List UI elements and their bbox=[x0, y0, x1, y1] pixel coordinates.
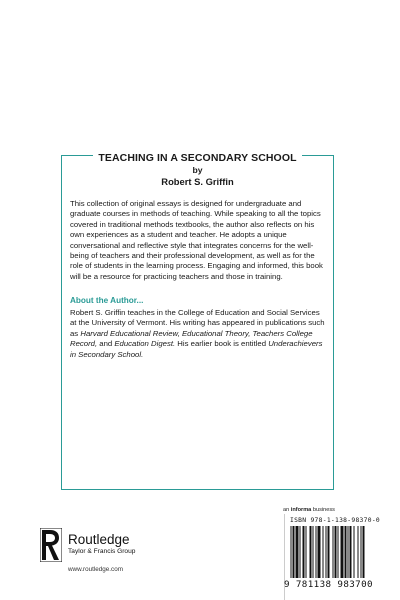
informa-prefix: an bbox=[283, 507, 291, 513]
book-title: TEACHING IN A SECONDARY SCHOOL bbox=[93, 152, 301, 164]
publisher-url: www.routledge.com bbox=[68, 566, 123, 573]
barcode-digits: 9 781138 983700 bbox=[284, 579, 373, 590]
about-text-2: His earlier book is entitled bbox=[175, 339, 269, 349]
routledge-logo-icon bbox=[40, 528, 62, 562]
isbn-text: ISBN 978-1-138-98370-0 bbox=[290, 517, 381, 524]
publication-name: Education Digest. bbox=[114, 339, 176, 349]
about-author-text bbox=[70, 308, 327, 360]
back-cover-panel bbox=[61, 152, 334, 490]
by-label: by bbox=[192, 165, 203, 175]
title-wrap bbox=[62, 148, 333, 166]
about-text-1: Robert S. Griffin teaches in the College of Education and Social Services at the University of Vermont. His writing has appeared in publications such as bbox=[70, 308, 325, 338]
publication-list: Harvard Educational Review, Educational Theory, Teachers College Record, bbox=[70, 328, 313, 349]
informa-business-line bbox=[283, 507, 335, 513]
author-name: Robert S. Griffin bbox=[161, 176, 234, 187]
about-author-heading: About the Author... bbox=[70, 296, 144, 305]
barcode-image bbox=[290, 526, 389, 578]
earlier-book-title: Underachievers in Secondary School. bbox=[70, 339, 323, 359]
about-and: and bbox=[97, 339, 115, 349]
informa-word: informa bbox=[290, 507, 312, 513]
publisher-group: Taylor & Francis Group bbox=[68, 548, 136, 555]
publisher-name: Routledge bbox=[68, 532, 130, 547]
book-description: This collection of original essays is designed for undergraduate and graduate courses in methods of teaching. While speaking to all the topics covered in traditional methods textbooks, the author also reflects on his own experiences as a student and teacher. He adopts a unique conversational and reflective style that integrates concerns for the well-being of teachers and their professional development, as well as for the role of students in the learning process. Engaging and informed, this book will be a resource for practicing teachers and those in training. bbox=[70, 199, 323, 281]
informa-suffix: business bbox=[311, 507, 335, 513]
